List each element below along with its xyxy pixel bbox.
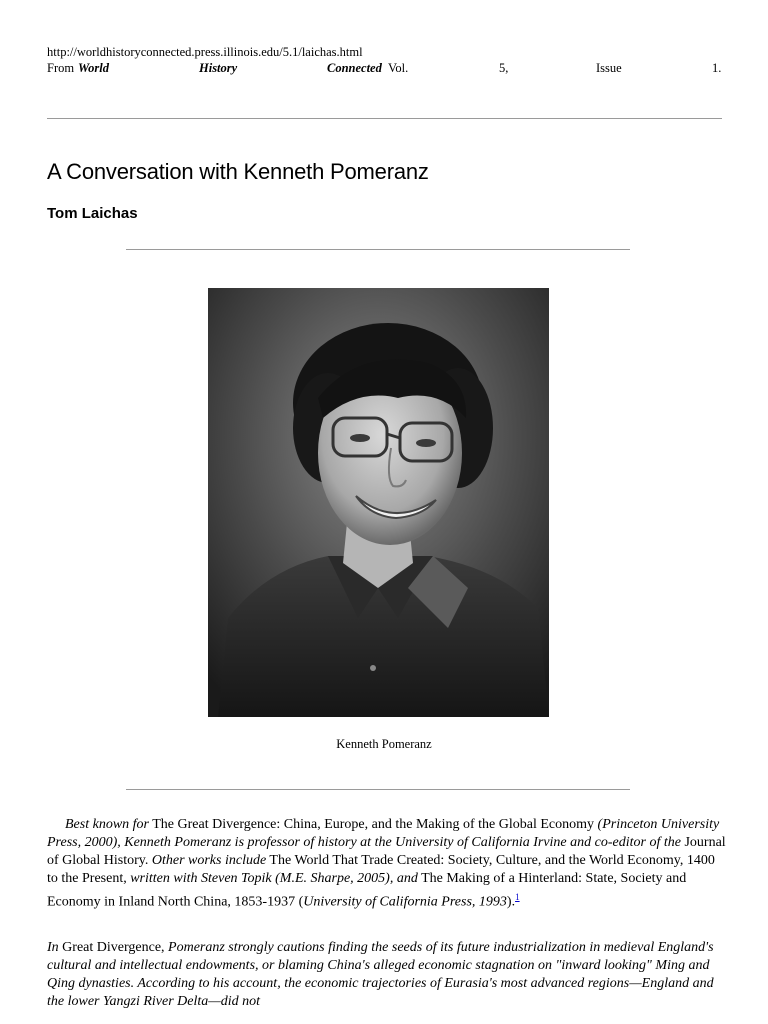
p1-text-9: University of California Press, 1993 bbox=[303, 894, 507, 910]
source-url[interactable]: http://worldhistoryconnected.press.illinois.edu/5.1/laichas.html bbox=[47, 45, 363, 59]
portrait-photo bbox=[208, 288, 549, 717]
from-label: From bbox=[47, 61, 75, 75]
p2-text-3: Pomeranz strongly cautions finding the seeds of its future industrialization in medieval England's cultural and intellectual endowments, or blaming China's alleged economic stagnation on "inward looking" Ming and Qing dynasties. According to his account, the economic trajectories of Eurasia's most advanced regions—England and the lower Yangzi River Delta—did not bbox=[47, 940, 714, 1009]
journal-word-history: History bbox=[199, 61, 238, 75]
vol-label: Vol. bbox=[388, 61, 409, 75]
vol-number: 5, bbox=[499, 61, 509, 75]
p1-text-6: The World That Trade Created: Society, Culture, and the World Economy, 1400 to the Present, bbox=[47, 853, 715, 886]
title-divider bbox=[126, 249, 630, 250]
p2-text-2: Great Divergence, bbox=[58, 940, 169, 955]
p1-text-3: (Princeton University Press, 2000), Kenneth Pomeranz is professor of history at the University of California Irvine and co-editor of the bbox=[47, 817, 720, 850]
second-paragraph bbox=[47, 939, 727, 1011]
photo-divider bbox=[126, 789, 630, 790]
photo-caption: Kenneth Pomeranz bbox=[336, 737, 432, 751]
p1-text-4: Journal of Global History. bbox=[47, 835, 726, 868]
article-author: Tom Laichas bbox=[47, 205, 138, 222]
intro-paragraph bbox=[47, 816, 727, 912]
p1-text-7: written with Steven Topik (M.E. Sharpe, 2005), and bbox=[130, 871, 418, 886]
p1-text-8: The Making of a Hinterland: State, Society and Economy in Inland North China, 1853-1937 ( bbox=[47, 871, 687, 910]
header-divider bbox=[47, 118, 722, 119]
p1-text-2: The Great Divergence: China, Europe, and the Making of the Global Economy bbox=[149, 817, 598, 832]
p2-text-1: In bbox=[47, 940, 59, 955]
footnote-link-1[interactable]: 1 bbox=[515, 892, 520, 902]
issue-label: Issue bbox=[596, 61, 622, 75]
p1-text-1: Best known for bbox=[65, 817, 149, 832]
p1-text-5: Other works include bbox=[151, 853, 267, 868]
p1-text-10: ). bbox=[506, 894, 516, 910]
journal-word-connected: Connected bbox=[327, 61, 382, 75]
issue-number: 1. bbox=[712, 61, 722, 75]
article-title: A Conversation with Kenneth Pomeranz bbox=[47, 159, 429, 184]
journal-word-world: World bbox=[78, 61, 110, 75]
